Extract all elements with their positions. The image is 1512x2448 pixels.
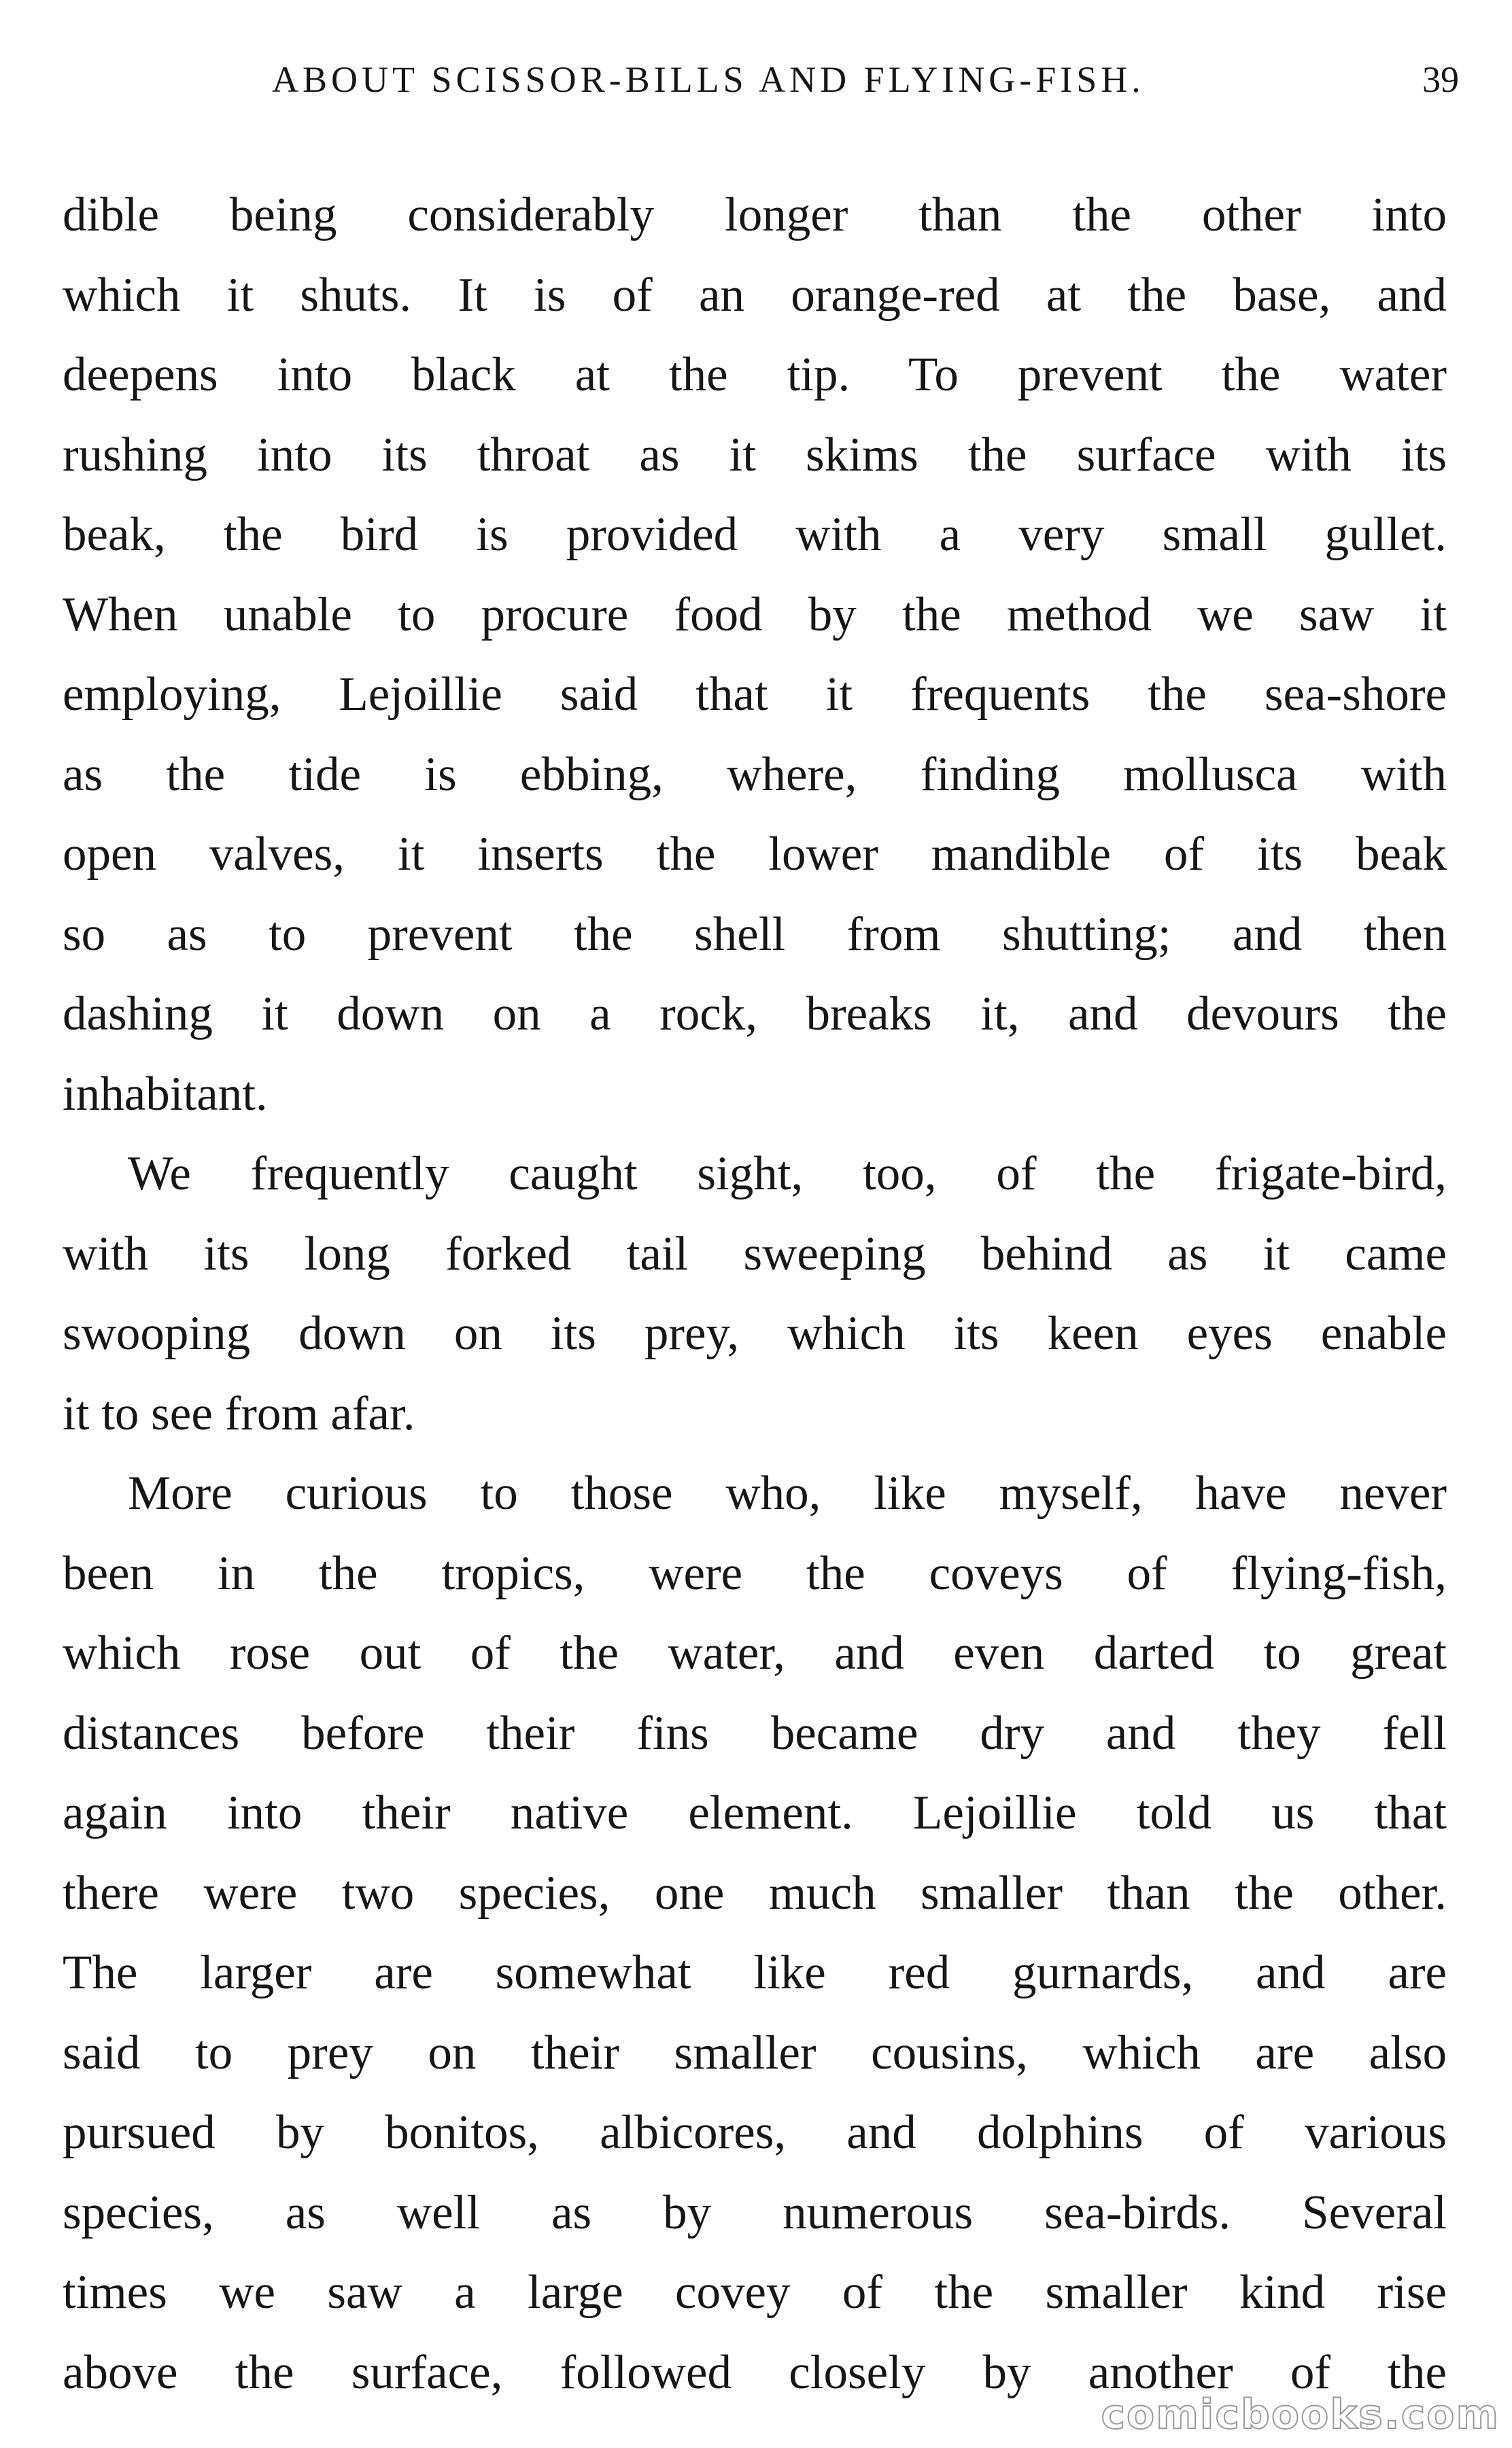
text-line: More curious to those who, like myself, have never [128,1467,1447,1520]
text-line: We frequently caught sight, too, of the frigate-bird, [128,1147,1447,1200]
paragraph [63,1134,1447,1454]
paragraph [63,1454,1447,2413]
text-line: with its long forked tail sweeping behind as it came [63,1227,1447,1280]
text-line: employing, Lejoillie said that it frequents the sea-shore [63,668,1447,721]
text-line: dashing it down on a rock, breaks it, and devours the [63,987,1447,1040]
text-line: times we saw a large covey of the smaller kind rise [63,2266,1447,2319]
text-line: it to see from afar. [63,1387,415,1440]
paragraph [63,175,1447,1134]
text-line: said to prey on their smaller cousins, which are also [63,2026,1447,2079]
text-line: above the surface, followed closely by another of the [63,2345,1447,2399]
text-line: The larger are somewhat like red gurnards, and are [63,1946,1447,1999]
text-line: inhabitant. [63,1067,268,1121]
text-line: rushing into its throat as it skims the surface with its [63,428,1447,481]
text-line: which rose out of the water, and even darted to great [63,1627,1447,1680]
running-head-title: ABOUT SCISSOR-BILLS AND FLYING-FISH. [272,59,1145,100]
text-line: open valves, it inserts the lower mandible of its beak [63,828,1447,881]
text-line: deepens into black at the tip. To prevent the water [63,348,1447,401]
running-head [0,58,1512,113]
watermark-logo: comicbooks.com [1101,2391,1500,2438]
text-line: distances before their fins became dry and they fell [63,1706,1447,1760]
text-line: as the tide is ebbing, where, finding mollusca with [63,747,1447,801]
text-line: When unable to procure food by the method we saw it [63,588,1447,641]
text-line: dible being considerably longer than the other into [63,188,1447,241]
text-line: pursued by bonitos, albicores, and dolphins of various [63,2106,1447,2159]
text-line: there were two species, one much smaller than the other. [63,1866,1447,1920]
text-line: which it shuts. It is of an orange-red at the base, and [63,268,1447,322]
text-line: been in the tropics, were the coveys of flying-fish, [63,1546,1447,1600]
text-line: beak, the bird is provided with a very small gullet. [63,508,1447,561]
text-line: so as to prevent the shell from shutting; and then [63,907,1447,961]
text-line: again into their native element. Lejoillie told us that [63,1786,1447,1839]
text-line: species, as well as by numerous sea-birds. Several [63,2186,1447,2239]
body-text [63,175,1447,2413]
text-line: swooping down on its prey, which its keen eyes enable [63,1307,1447,1360]
page-number: 39 [1422,59,1459,100]
